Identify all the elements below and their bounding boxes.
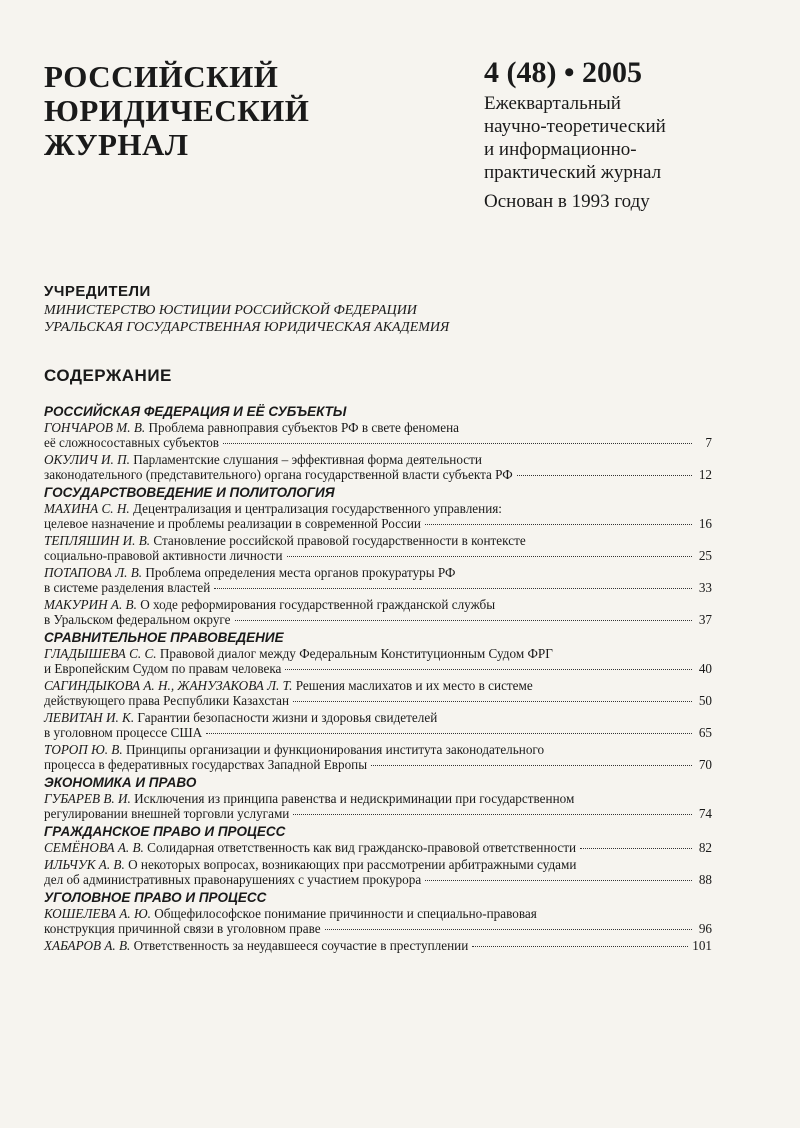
- entry-title: в Уральском федеральном округе: [44, 612, 231, 627]
- dot-leader: [206, 733, 692, 734]
- dot-leader: [235, 620, 692, 621]
- entry-line: [44, 420, 712, 435]
- page-number: 82: [698, 840, 712, 855]
- dot-leader: [371, 765, 692, 766]
- entry-author: ИЛЬЧУК А. В.: [44, 857, 125, 872]
- founders-block: [44, 282, 764, 336]
- toc-entry[interactable]: [44, 938, 712, 953]
- entry-title: Гарантии безопасности жизни и здоровья свидетелей: [137, 710, 438, 725]
- entry-title: целевое назначение и проблемы реализации в современной России: [44, 516, 421, 531]
- section-heading: УГОЛОВНОЕ ПРАВО И ПРОЦЕСС: [44, 890, 267, 905]
- entry-author: ПОТАПОВА Л. В.: [44, 565, 143, 580]
- toc-entry[interactable]: [44, 597, 712, 627]
- dot-leader: [580, 848, 692, 849]
- toc-entry[interactable]: [44, 533, 712, 563]
- entry-title: Общефилософское понимание причинности и специально-правовая: [154, 906, 537, 921]
- dot-leader: [285, 669, 692, 670]
- section-heading: СРАВНИТЕЛЬНОЕ ПРАВОВЕДЕНИЕ: [44, 630, 284, 645]
- entry-line: [44, 710, 712, 725]
- entry-title: Парламентские слушания – эффективная форма деятельности: [133, 452, 482, 467]
- entry-line: [44, 921, 712, 936]
- page-number: 37: [698, 612, 712, 627]
- page-number: 7: [705, 435, 712, 450]
- section-heading: ГОСУДАРСТВОВЕДЕНИЕ И ПОЛИТОЛОГИЯ: [44, 485, 335, 500]
- founder-name: МИНИСТЕРСТВО ЮСТИЦИИ РОССИЙСКОЙ ФЕДЕРАЦИИ: [44, 303, 417, 318]
- page-number: 50: [698, 693, 712, 708]
- founder-name: УРАЛЬСКАЯ ГОСУДАРСТВЕННАЯ ЮРИДИЧЕСКАЯ АКАДЕМИЯ: [44, 320, 450, 335]
- entry-title: конструкция причинной связи в уголовном праве: [44, 921, 321, 936]
- entry-title: Децентрализация и централизация государственного управления:: [133, 501, 502, 516]
- dot-leader: [425, 880, 692, 881]
- entry-line: [44, 435, 712, 450]
- entry-line: [44, 612, 712, 627]
- entry-line: [44, 857, 712, 872]
- page-number: 33: [698, 580, 712, 595]
- toc-entry[interactable]: [44, 742, 712, 772]
- page-number: 65: [698, 725, 712, 740]
- entry-line: [44, 501, 712, 516]
- entry-line: [44, 693, 712, 708]
- page-number: 88: [698, 872, 712, 887]
- description-line: практический журнал: [484, 162, 662, 183]
- journal-title: [44, 60, 374, 162]
- toc-entry[interactable]: [44, 565, 712, 595]
- entry-author: ХАБАРОВ А. В.: [44, 938, 131, 953]
- toc-entry[interactable]: [44, 906, 712, 936]
- entry-title: Солидарная ответственность как вид гражданско-правовой ответственности: [147, 840, 577, 855]
- entry-line: [44, 806, 712, 821]
- entry-title: Решения маслихатов и их место в системе: [295, 678, 533, 693]
- page-number: 40: [698, 661, 712, 676]
- entry-line: [44, 516, 712, 531]
- toc-entry[interactable]: [44, 840, 712, 855]
- page-number: 16: [698, 516, 712, 531]
- page-number: 70: [698, 757, 712, 772]
- entry-line: [44, 742, 712, 757]
- entry-line: [44, 452, 712, 467]
- description-line: и информационно-: [484, 139, 637, 160]
- entry-line: [44, 872, 712, 887]
- founded-year: Основан в 1993 году: [484, 191, 650, 212]
- entry-line: [44, 938, 712, 953]
- issue-description: [484, 92, 784, 184]
- entry-title: Исключения из принципа равенства и недискриминации при государственном: [134, 791, 575, 806]
- entry-line: [44, 597, 712, 612]
- entry-title: законодательного (представительного) органа государственной власти субъекта РФ: [44, 467, 513, 482]
- entry-line: [44, 678, 712, 693]
- dot-leader: [214, 588, 692, 589]
- section-heading: ЭКОНОМИКА И ПРАВО: [44, 775, 197, 790]
- entry-title: Проблема определения места органов прокуратуры РФ: [145, 565, 456, 580]
- toc-entry[interactable]: [44, 452, 712, 482]
- entry-title: Ответственность за неудавшееся соучастие в преступлении: [133, 938, 469, 953]
- entry-title: Правовой диалог между Федеральным Конституционным Судом ФРГ: [159, 646, 553, 661]
- issue-number: 4 (48) • 2005: [484, 56, 642, 89]
- toc-entry[interactable]: [44, 501, 712, 531]
- entry-line: [44, 646, 712, 661]
- dot-leader: [517, 475, 692, 476]
- page-number: 74: [698, 806, 712, 821]
- toc-entry[interactable]: [44, 791, 712, 821]
- page-number: 12: [698, 467, 712, 482]
- entry-line: [44, 840, 712, 855]
- entry-title: О некоторых вопросах, возникающих при рассмотрении арбитражными судами: [128, 857, 577, 872]
- entry-author: ЛЕВИТАН И. К.: [44, 710, 135, 725]
- journal-title-line: РОССИЙСКИЙ: [44, 59, 279, 94]
- dot-leader: [223, 443, 692, 444]
- founders-heading: УЧРЕДИТЕЛИ: [44, 283, 151, 300]
- journal-title-line: ЖУРНАЛ: [44, 127, 189, 162]
- table-of-contents: [44, 402, 712, 955]
- entry-author: ТОРОП Ю. В.: [44, 742, 123, 757]
- entry-author: МАХИНА С. Н.: [44, 501, 130, 516]
- entry-author: ТЕПЛЯШИН И. В.: [44, 533, 151, 548]
- entry-author: КОШЕЛЕВА А. Ю.: [44, 906, 151, 921]
- dot-leader: [325, 929, 692, 930]
- toc-entry[interactable]: [44, 710, 712, 740]
- entry-title: действующего права Республики Казахстан: [44, 693, 290, 708]
- entry-title: дел об административных правонарушениях с участием прокурора: [44, 872, 422, 887]
- entry-title: Принципы организации и функционирования института законодательного: [125, 742, 545, 757]
- entry-line: [44, 725, 712, 740]
- entry-title: Проблема равноправия субъектов РФ в свете феномена: [148, 420, 460, 435]
- entry-author: СЕМЁНОВА А. В.: [44, 840, 144, 855]
- entry-line: [44, 661, 712, 676]
- description-line: Ежеквартальный: [484, 93, 621, 114]
- page-number: 96: [698, 921, 712, 936]
- entry-line: [44, 548, 712, 563]
- entry-title: Становление российской правовой государственности в контексте: [153, 533, 526, 548]
- entry-author: ГЛАДЫШЕВА С. С.: [44, 646, 157, 661]
- entry-line: [44, 757, 712, 772]
- toc-entry[interactable]: [44, 646, 712, 676]
- entry-title: в уголовном процессе США: [44, 725, 203, 740]
- journal-title-line: ЮРИДИЧЕСКИЙ: [44, 93, 310, 128]
- section-heading: РОССИЙСКАЯ ФЕДЕРАЦИЯ И ЕЁ СУБЪЕКТЫ: [44, 404, 347, 419]
- entry-author: ГУБАРЕВ В. И.: [44, 791, 131, 806]
- entry-title: в системе разделения властей: [44, 580, 211, 595]
- entry-title: её сложносоставных субъектов: [44, 435, 220, 450]
- dot-leader: [293, 814, 692, 815]
- entry-author: МАКУРИН А. В.: [44, 597, 137, 612]
- contents-heading: СОДЕРЖАНИЕ: [44, 366, 172, 385]
- entry-line: [44, 791, 712, 806]
- dot-leader: [287, 556, 693, 557]
- entry-line: [44, 467, 712, 482]
- entry-title: процесса в федеративных государствах Западной Европы: [44, 757, 368, 772]
- issue-block: [484, 56, 784, 214]
- page-number: 101: [692, 938, 712, 953]
- description-line: научно-теоретический: [484, 116, 666, 137]
- entry-title: О ходе реформирования государственной гражданской службы: [140, 597, 496, 612]
- entry-line: [44, 533, 712, 548]
- entry-author: САГИНДЫКОВА А. Н., ЖАНУЗАКОВА Л. Т.: [44, 678, 293, 693]
- entry-line: [44, 580, 712, 595]
- dot-leader: [293, 701, 692, 702]
- entry-title: социально-правовой активности личности: [44, 548, 283, 563]
- entry-line: [44, 906, 712, 921]
- page-number: 25: [698, 548, 712, 563]
- dot-leader: [425, 524, 692, 525]
- dot-leader: [472, 946, 688, 947]
- section-heading: ГРАЖДАНСКОЕ ПРАВО И ПРОЦЕСС: [44, 824, 286, 839]
- toc-entry[interactable]: [44, 678, 712, 708]
- entry-author: ОКУЛИЧ И. П.: [44, 452, 130, 467]
- toc-entry[interactable]: [44, 420, 712, 450]
- entry-author: ГОНЧАРОВ М. В.: [44, 420, 146, 435]
- entry-line: [44, 565, 712, 580]
- toc-entry[interactable]: [44, 857, 712, 887]
- entry-title: и Европейским Судом по правам человека: [44, 661, 282, 676]
- entry-title: регулировании внешней торговли услугами: [44, 806, 290, 821]
